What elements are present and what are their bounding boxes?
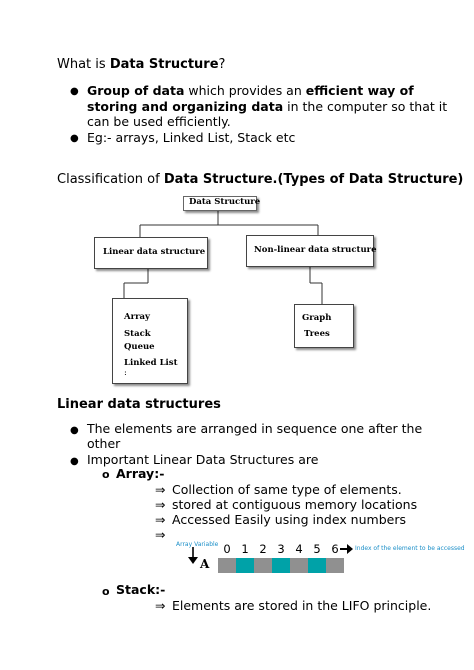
array-index-2: 2 — [259, 542, 267, 556]
array-point-3: Accessed Easily using index numbers — [172, 512, 406, 527]
diagram-linear-label: Linear data structure — [103, 247, 206, 257]
diagram-item-stack: Stack — [124, 329, 151, 339]
array-index-0: 0 — [223, 542, 231, 556]
linear-heading: Linear data structures — [57, 397, 221, 412]
array-title: Array:- — [116, 466, 165, 481]
array-variable-name: A — [200, 557, 210, 571]
array-cell — [254, 558, 272, 573]
array-cell — [290, 558, 308, 573]
intro-question-prefix: What is — [57, 57, 110, 72]
diagram-item-linked-list: Linked List — [124, 358, 178, 368]
intro-bullet-1-line-3: can be used efficiently. — [87, 114, 231, 129]
array-point-2: stored at contiguous memory locations — [172, 497, 418, 512]
linear-bullet-2: Important Linear Data Structures are — [87, 452, 319, 467]
bullet-icon: ● — [70, 133, 79, 144]
sub-bullet-icon: o — [102, 468, 110, 481]
bullet-icon: ● — [70, 425, 79, 436]
array-cell — [326, 558, 344, 573]
implies-icon: ⇒ — [155, 497, 166, 512]
linear-bullet-1-line-2: other — [87, 436, 121, 451]
intro-question-bold: Data Structure — [109, 57, 219, 72]
implies-icon: ⇒ — [155, 482, 166, 497]
array-index-3: 3 — [277, 542, 285, 556]
implies-icon: ⇒ — [155, 512, 166, 527]
intro-group-of-data: Group of data — [87, 83, 185, 98]
intro-question-suffix: ? — [218, 57, 226, 72]
intro-storing-organizing: storing and organizing data — [87, 99, 284, 114]
diagram-item-trees: Trees — [304, 329, 330, 339]
bullet-icon: ● — [70, 456, 79, 467]
sub-bullet-icon: o — [102, 585, 110, 598]
stack-point-1: Elements are stored in the LIFO principle. — [172, 598, 432, 613]
classification-bold: Data Structure.(Types of Data Structure) — [163, 172, 464, 187]
array-index-note: Index of the element to be accessed — [355, 545, 465, 552]
diagram-item-array: Array — [124, 312, 150, 322]
array-point-1: Collection of same type of elements. — [172, 482, 402, 497]
right-arrow-icon — [340, 544, 354, 554]
diagram-root-label: Data Structure — [189, 197, 261, 207]
diagram-item-graph: Graph — [302, 313, 332, 323]
array-cell — [272, 558, 290, 573]
array-cell — [218, 558, 236, 573]
array-index-4: 4 — [295, 542, 303, 556]
array-index-5: 5 — [313, 542, 321, 556]
array-cell — [308, 558, 326, 573]
diagram-nonlinear-items-box — [294, 304, 354, 348]
array-variable-label: Array Variable — [176, 541, 219, 548]
diagram-nonlinear-label: Non-linear data structure — [254, 245, 377, 255]
intro-text: in the computer so that it — [283, 99, 448, 114]
classification-prefix: Classification of — [57, 172, 164, 187]
stack-title: Stack:- — [116, 582, 166, 597]
array-index-1: 1 — [241, 542, 249, 556]
intro-text: which provides an — [184, 83, 306, 98]
intro-efficient-way: efficient way of — [305, 83, 414, 98]
bullet-icon: ● — [70, 86, 79, 97]
array-cell — [236, 558, 254, 573]
intro-bullet-2: Eg:- arrays, Linked List, Stack etc — [87, 130, 296, 145]
diagram-item-queue: Queue — [124, 342, 155, 352]
diagram-item-ellipsis: : — [124, 368, 127, 378]
linear-bullet-1-line-1: The elements are arranged in sequence one after the — [87, 421, 423, 436]
array-index-6: 6 — [331, 542, 339, 556]
down-arrow-icon — [187, 547, 199, 565]
implies-icon: ⇒ — [155, 598, 166, 613]
implies-icon: ⇒ — [155, 527, 166, 542]
